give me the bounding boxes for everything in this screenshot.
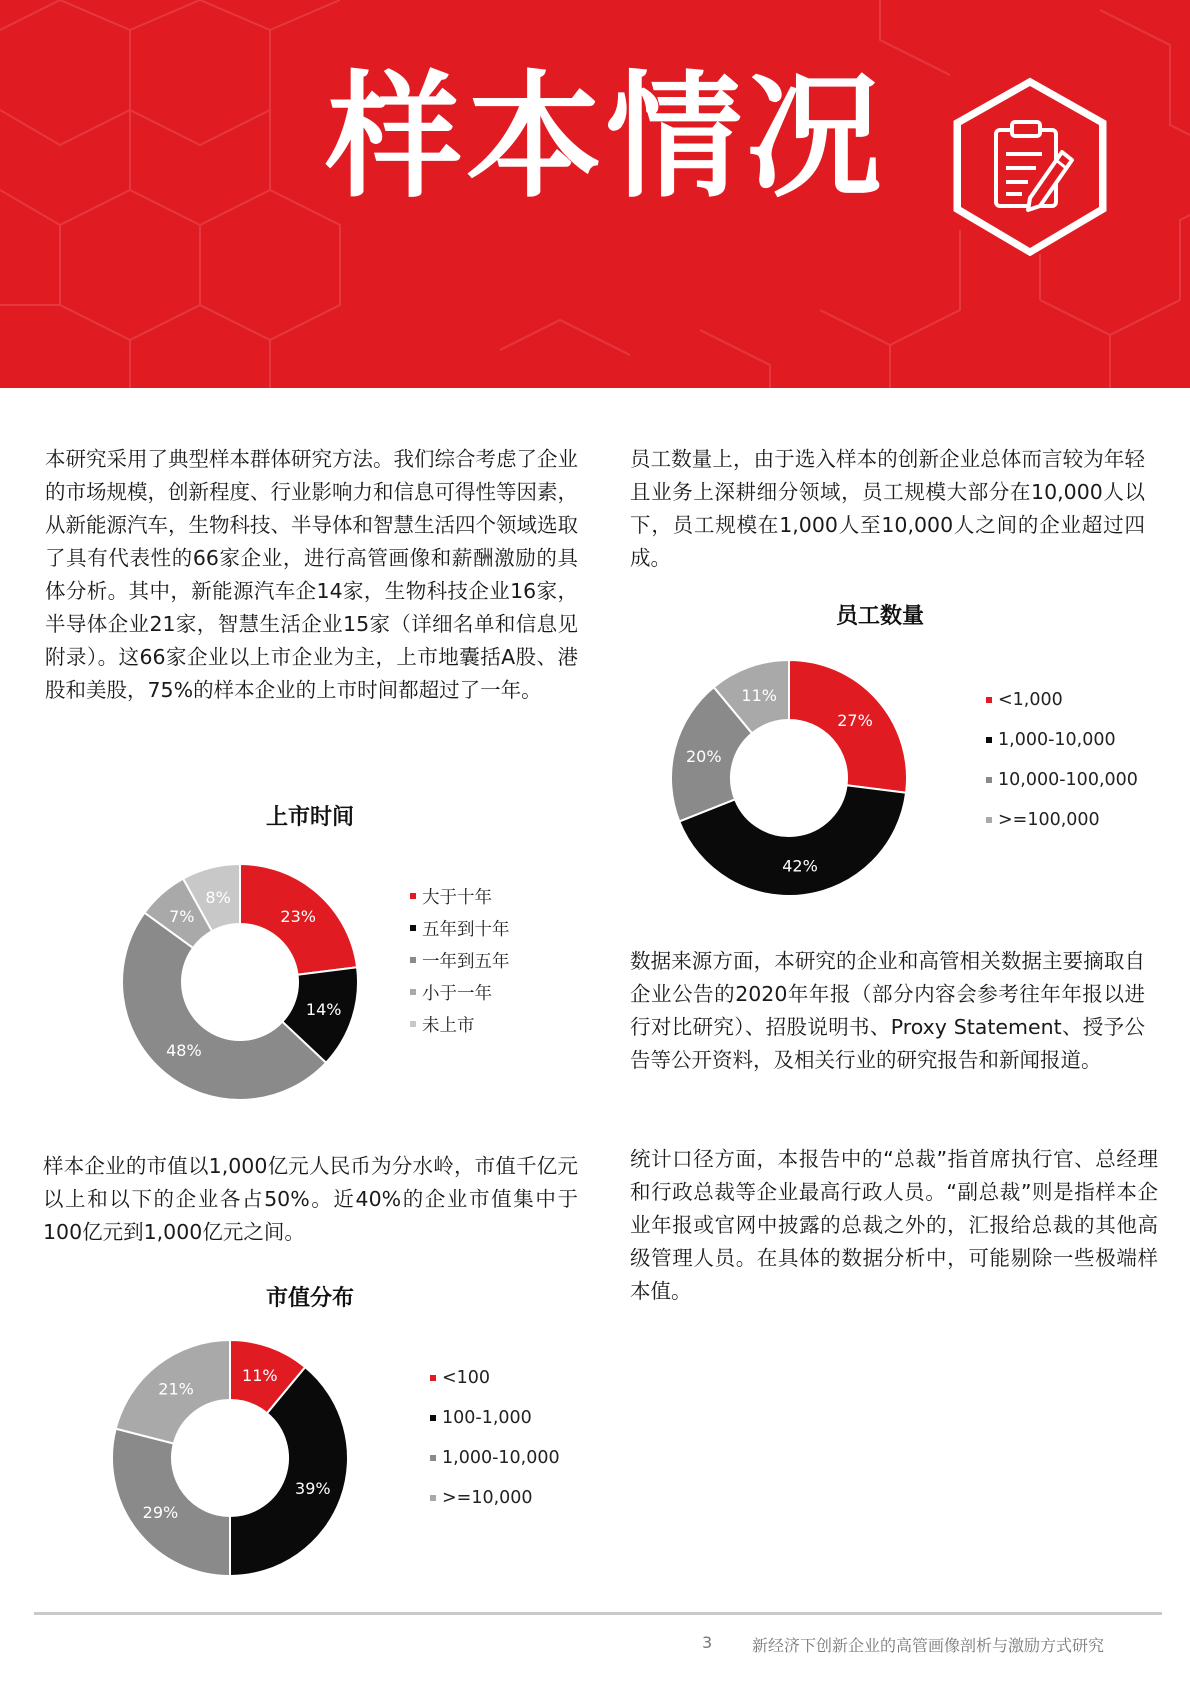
donut-label-marketcap-3: 21% <box>158 1379 194 1399</box>
legend-item-employees-1 <box>986 720 1138 760</box>
legend-item-listing-1 <box>410 912 510 944</box>
footer-divider <box>34 1612 1162 1615</box>
legend-label: 未上市 <box>422 1015 475 1036</box>
legend-item-marketcap-0 <box>430 1358 560 1398</box>
legend-item-listing-3 <box>410 976 510 1008</box>
legend-swatch <box>410 925 416 931</box>
intro-paragraph: 本研究采用了典型样本群体研究方法。我们综合考虑了企业的市场规模，创新程度、行业影响力和信息可得性等因素，从新能源汽车，生物科技、半导体和智慧生活四个领域选取了具有代表性的66家企业，进行高管画像和薪酬激励的具体分析。其中，新能源汽车企14家，生物科技企业16家，半导体企业21家，智慧生活企业15家（详细名单和信息见附录）。这66家企业以上市企业为主，上市地囊括A股、港股和美股，75%的样本企业的上市时间都超过了一年。 <box>45 447 578 702</box>
page-number: 3 <box>702 1633 713 1652</box>
donut-label-marketcap-0: 11% <box>242 1366 278 1386</box>
legend-item-marketcap-2 <box>430 1438 560 1478</box>
listing-donut-chart <box>110 852 370 1112</box>
legend-item-employees-3 <box>986 800 1138 840</box>
clipboard-pencil-icon <box>946 72 1114 262</box>
legend-swatch <box>430 1375 436 1381</box>
legend-swatch <box>410 989 416 995</box>
statistics-paragraph: 统计口径方面，本报告中的“总裁”指首席执行官、总经理和行政总裁等企业最高行政人员。“副总裁”则是指样本企业年报或官网中披露的总裁之外的，汇报给总裁的其他高级管理人员。在具体的数据分析中，可能剔除一些极端样本值。 <box>630 1147 1158 1303</box>
legend-label: <1,000 <box>998 690 1063 710</box>
legend-item-listing-4 <box>410 1008 510 1040</box>
employees-donut-chart <box>659 648 919 908</box>
legend-swatch <box>986 737 992 743</box>
legend-label: 一年到五年 <box>422 951 510 972</box>
donut-label-marketcap-1: 39% <box>295 1478 331 1498</box>
donut-label-employees-0: 27% <box>837 710 873 730</box>
legend-swatch <box>986 817 992 823</box>
legend-swatch <box>410 893 416 899</box>
legend-item-marketcap-1 <box>430 1398 560 1438</box>
donut-label-listing-4: 8% <box>205 887 231 907</box>
legend-swatch <box>430 1455 436 1461</box>
marketcap-legend <box>430 1358 560 1518</box>
legend-item-employees-0 <box>986 680 1138 720</box>
page-title: 样本情况 <box>326 59 886 217</box>
listing-chart-title: 上市时间 <box>265 805 354 830</box>
donut-label-listing-1: 14% <box>305 1000 342 1020</box>
legend-label: 1,000-10,000 <box>998 730 1116 750</box>
legend-item-employees-2 <box>986 760 1138 800</box>
donut-label-marketcap-2: 29% <box>142 1502 179 1522</box>
legend-label: 小于一年 <box>422 983 492 1004</box>
legend-swatch <box>410 1021 416 1027</box>
marketcap-donut-chart <box>100 1328 360 1588</box>
legend-label: 大于十年 <box>422 887 492 908</box>
legend-label: 1,000-10,000 <box>442 1448 560 1468</box>
employees-chart-title: 员工数量 <box>835 604 924 629</box>
legend-label: >=100,000 <box>998 810 1100 830</box>
donut-label-employees-2: 20% <box>685 747 722 767</box>
data-source-paragraph: 数据来源方面，本研究的企业和高管相关数据主要摘取自企业公告的2020年年报（部分内容会参考往年年报以进行对比研究）、招股说明书、Proxy Statement、授予公告等公开资料，及相关行业的研究报告和新闻报道。 <box>630 949 1145 1072</box>
legend-label: 10,000-100,000 <box>998 770 1138 790</box>
listing-legend <box>410 880 510 1040</box>
employees-legend <box>986 680 1138 840</box>
legend-item-listing-2 <box>410 944 510 976</box>
legend-swatch <box>410 957 416 963</box>
legend-swatch <box>430 1495 436 1501</box>
legend-label: >=10,000 <box>442 1488 533 1508</box>
legend-swatch <box>986 697 992 703</box>
marketcap-chart-title: 市值分布 <box>265 1286 354 1311</box>
legend-item-listing-0 <box>410 880 510 912</box>
legend-label: 五年到十年 <box>422 919 510 940</box>
donut-label-listing-3: 7% <box>169 906 195 926</box>
donut-label-listing-0: 23% <box>280 906 316 926</box>
footer-title: 新经济下创新企业的高管画像剖析与激励方式研究 <box>752 1636 1105 1655</box>
donut-label-listing-2: 48% <box>166 1040 202 1060</box>
legend-swatch <box>430 1415 436 1421</box>
header-banner <box>0 0 1190 388</box>
market-cap-paragraph: 样本企业的市值以1,000亿元人民币为分水岭，市值千亿元以上和以下的企业各占50%。近40%的企业市值集中于100亿元到1,000亿元之间。 <box>43 1154 578 1244</box>
legend-swatch <box>986 777 992 783</box>
legend-label: <100 <box>442 1368 491 1388</box>
donut-label-employees-3: 11% <box>741 686 777 706</box>
employee-paragraph: 员工数量上，由于选入样本的创新企业总体而言较为年轻且业务上深耕细分领域，员工规模大部分在10,000人以下，员工规模在1,000人至10,000人之间的企业超过四成。 <box>630 447 1145 570</box>
legend-label: 100-1,000 <box>442 1408 532 1428</box>
donut-label-employees-1: 42% <box>782 856 818 876</box>
legend-item-marketcap-3 <box>430 1478 560 1518</box>
